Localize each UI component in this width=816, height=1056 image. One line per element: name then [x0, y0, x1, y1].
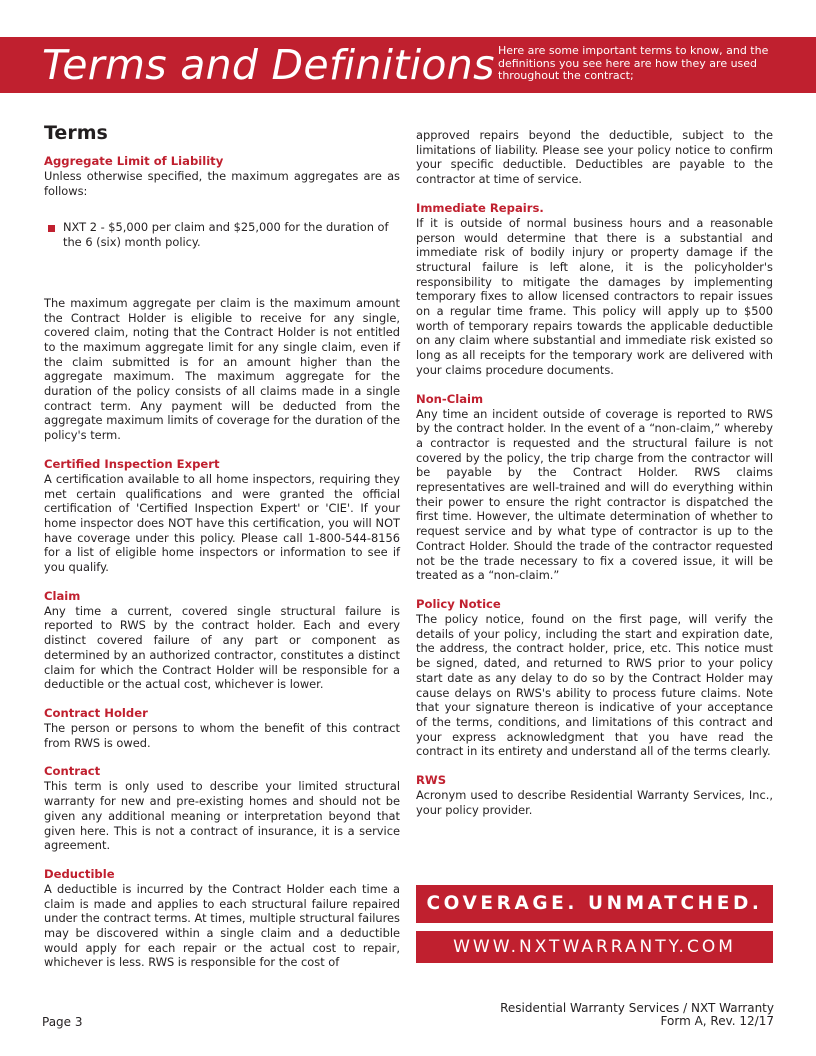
header-banner	[0, 37, 816, 93]
term-title: Policy Notice	[416, 596, 501, 611]
term-body: If it is outside of normal business hours and a reasonable person would determine that there is a substantial and immediate risk of bodily injury or property damage if the structural failure is left alone, it is the policyholder's responsibility to mitigate the damages by implementing temporary fixes to allow licensed contractors to repair issues on a regular time frame. This policy will apply up to $500 worth of temporary repairs towards the applicable deductible on any claim where substantial and immediate risk existed so long as all receipts for the temporary work are delivered with your claims procedure documents.	[416, 215, 773, 377]
term-body: A deductible is incurred by the Contract Holder each time a claim is made and applies to each structural failure repaired under the contract terms. At times, multiple structural failures may be discovered within a single claim and a deductible would apply for each repair or the actual cost to repair, whichever is less. RWS is responsible for the cost of	[44, 881, 400, 970]
term-body: The policy notice, found on the first page, will verify the details of your policy, including the start and expiration date, the address, the contract holder, price, etc. This notice must be signed, dated, and returned to RWS prior to your policy start date as any delay to do so by the Contract Holder may cause delays on RWS's ability to process future claims. Note that your signature thereon is indicative of your acceptance of the terms, conditions, and limitations of this contract and your express acknowledgment that you have read the contract in its entirety and understand all of the terms clearly.	[416, 611, 773, 759]
terms-heading: Terms	[44, 122, 108, 144]
deductible-continuation: approved repairs beyond the deductible, subject to the limitations of liability. Please see your policy notice to confirm your specific deductible. Deductibles are payable to the contractor at time of service.	[416, 128, 773, 187]
page-number: Page 3	[42, 1015, 83, 1029]
right-column	[416, 128, 773, 817]
term-title: Non-Claim	[416, 391, 484, 406]
term-immediate-repairs	[416, 201, 773, 378]
term-claim	[44, 589, 400, 692]
term-body: Any time a current, covered single structural failure is reported to RWS by the contract holder. Each and every distinct covered failure of any part or component as determined by an authorized contractor, constitutes a distinct claim for which the Contract Holder will be responsible for a deductible or the actual cost, whichever is lower.	[44, 603, 400, 692]
term-body: The maximum aggregate per claim is the maximum amount the Contract Holder is eligible to receive for any single, covered claim, noting that the Contract Holder is not entitled to the maximum aggregate limit for any single claim, even if the claim submitted is for an amount higher than the aggregate maximum. The maximum aggregate for the duration of the policy consists of all claims made in a single contract term. Any payment will be deducted from the aggregate maximum limits of coverage for the duration of the policy's term.	[44, 295, 400, 443]
term-body: Any time an incident outside of coverage is reported to RWS by the contract holder. In the event of a “non-claim,” whereby a contractor is requested and the structural failure is not covered by the policy, the trip charge from the contractor will be payable by the Contract Holder. RWS claims representatives are well-trained and will do everything within their power to ensure the right contractor is dispatched the first time. However, the ultimate determination of whether to request service and by what type of contractor is up to the Contract Holder. Should the trade of the contractor requested not be the trade necessary to fix a covered issue, it will be treated as a “non-claim.”	[416, 406, 773, 583]
page-title: Terms and Definitions	[42, 41, 495, 89]
coverage-tagline-box: COVERAGE. UNMATCHED.	[416, 885, 773, 923]
term-title: Certified Inspection Expert	[44, 456, 220, 471]
term-cie	[44, 457, 400, 575]
term-contract-holder	[44, 706, 400, 750]
page-subtitle: Here are some important terms to know, and the definitions you see here are how they are used throughout the contract;	[498, 44, 769, 82]
term-body: A certification available to all home inspectors, requiring they met certain qualifications and were granted the official certification of 'Certified Inspection Expert' or 'CIE'. If your home inspector does NOT have this certification, you will NOT have coverage under this policy. Please call 1-800-544-8156 for a list of eligible home inspectors or information to see if you qualify.	[44, 471, 400, 575]
term-title: Claim	[44, 588, 81, 603]
term-body: Acronym used to describe Residential Warranty Services, Inc., your policy provider.	[416, 788, 773, 817]
website-link-box[interactable]: WWW.NXTWARRANTY.COM	[416, 931, 773, 963]
term-policy-notice	[416, 597, 773, 759]
bullet-text: NXT 2 - $5,000 per claim and $25,000 for the duration of the 6 (six) month policy.	[63, 220, 389, 250]
term-title: Deductible	[44, 866, 115, 881]
term-deductible	[44, 867, 400, 970]
term-title: Aggregate Limit of Liability	[44, 154, 224, 168]
term-non-claim	[416, 392, 773, 583]
term-aggregate	[44, 154, 400, 443]
term-body: This term is only used to describe your limited structural warranty for new and pre-existing homes and should not be given any additional meaning or interpretation beyond that given here. This is not a contract of insurance, it is a service agreement.	[44, 779, 400, 853]
footer-info	[500, 1002, 774, 1028]
square-bullet-icon	[48, 225, 55, 232]
term-title: Contract Holder	[44, 705, 148, 720]
footer-form: Form A, Rev. 12/17	[660, 1014, 774, 1028]
bullet-item	[48, 220, 400, 249]
term-rws	[416, 773, 773, 817]
footer-company: Residential Warranty Services / NXT Warranty	[500, 1001, 774, 1015]
left-column	[44, 122, 400, 970]
term-contract	[44, 764, 400, 853]
term-title: Immediate Repairs.	[416, 200, 544, 215]
term-intro: Unless otherwise specified, the maximum aggregates are as follows:	[44, 169, 400, 198]
term-body: The person or persons to whom the benefit of this contract from RWS is owed.	[44, 720, 400, 750]
term-title: Contract	[44, 764, 101, 779]
term-title: RWS	[416, 773, 447, 788]
